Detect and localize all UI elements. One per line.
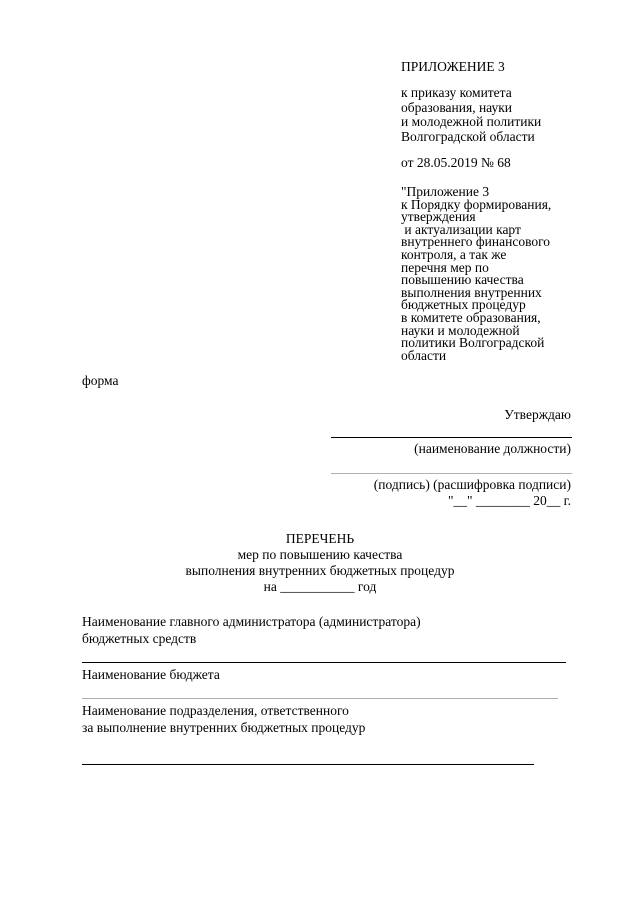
appendix-order-reference (401, 86, 541, 144)
quote-line: политики Волгоградской (401, 335, 545, 351)
document-title: ПЕРЕЧЕНЬ (285, 531, 355, 546)
quote-line: внутреннего финансового (401, 234, 551, 250)
position-caption: (наименование должности) (414, 441, 571, 456)
admin-name-line (82, 662, 566, 663)
quote-line: перечня мер по (401, 259, 489, 275)
quote-line: науки и молодежной (401, 322, 520, 338)
admin-name-label: Наименование главного администратора (администратора) (82, 614, 421, 629)
quote-line: бюджетных процедур (401, 297, 526, 313)
appendix-quote (401, 186, 551, 362)
unit-name-label-cont: за выполнение внутренних бюджетных процедур (82, 720, 366, 735)
order-date-number: от 28.05.2019 № 68 (401, 155, 511, 170)
approve-label: Утверждаю (504, 407, 571, 422)
budget-name-line (82, 698, 558, 699)
admin-name-label-cont: бюджетных средств (82, 631, 197, 646)
order-reference-line: и молодежной политики (401, 114, 542, 129)
signature-line (331, 473, 572, 474)
order-reference-line: Волгоградской области (401, 128, 535, 144)
document-subtitle-line: выполнения внутренних бюджетных процедур (185, 563, 455, 578)
approval-date: "__" ________ 20__ г. (447, 493, 571, 508)
quote-line: и актуализации карт (401, 221, 521, 237)
document-subtitle-line: мер по повышению качества (237, 547, 403, 562)
quote-line: утверждения (401, 209, 476, 225)
quote-line: повышению качества (401, 272, 524, 288)
unit-name-line (82, 764, 534, 765)
position-line (331, 437, 572, 438)
quote-line: выполнения внутренних (401, 284, 542, 300)
form-label: форма (82, 373, 119, 388)
quote-line: в комитете образования, (401, 309, 541, 325)
appendix-title: ПРИЛОЖЕНИЕ 3 (401, 59, 505, 74)
order-reference-line: к приказу комитета (401, 85, 512, 100)
quote-line: контроля, а так же (401, 246, 507, 262)
unit-name-label: Наименование подразделения, ответственного (82, 703, 349, 718)
budget-name-label: Наименование бюджета (82, 667, 220, 682)
quote-line: к Порядку формирования, (401, 196, 552, 212)
quote-line: области (401, 347, 447, 363)
quote-line: "Приложение 3 (401, 184, 490, 199)
signature-caption: (подпись) (расшифровка подписи) (373, 477, 571, 492)
order-reference-line: образования, науки (401, 99, 513, 115)
document-year-line: на ___________ год (263, 579, 377, 594)
